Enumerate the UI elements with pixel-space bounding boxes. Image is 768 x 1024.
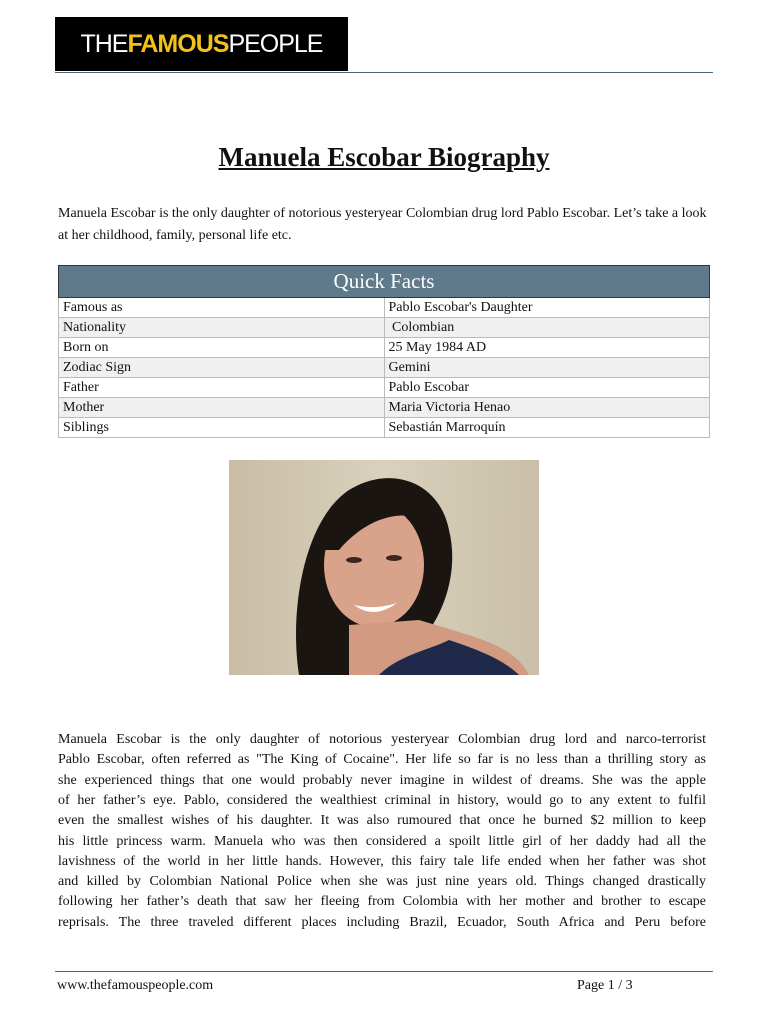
logo-text-people: PEOPLE: [228, 29, 323, 58]
fact-value: Pablo Escobar's Daughter: [384, 298, 710, 318]
footer-divider: [55, 971, 713, 972]
portrait-photo: [229, 460, 539, 675]
fact-value: Gemini: [384, 358, 710, 378]
quick-facts-row: [59, 398, 710, 418]
quick-facts-row: [59, 318, 710, 338]
body-text-line: and killed by Colombian National Police when she was just nine years old. Things changed drastically: [58, 874, 706, 890]
body-text-line: Pablo Escobar, often referred as "The King of Cocaine". Her life so far is no less than a thrilling story as: [58, 752, 706, 768]
body-text-line: his little princess warm. Manuela who was then considered a spoilt little girl of her daddy had all the: [58, 833, 706, 849]
body-text-line: reprisals. The three traveled different places including Brazil, Ecuador, South Africa and Peru before: [58, 914, 706, 930]
quick-facts-heading: Quick Facts: [59, 266, 710, 298]
page-number: Page 1 / 3: [577, 978, 633, 993]
header-divider: [55, 72, 713, 73]
fact-label: Born on: [59, 338, 385, 358]
site-logo[interactable]: [55, 17, 348, 71]
quick-facts-row: [59, 378, 710, 398]
fact-label: Father: [59, 378, 385, 398]
quick-facts-row: [59, 338, 710, 358]
page-title: Manuela Escobar Biography: [218, 142, 550, 172]
quick-facts-table: [58, 265, 710, 438]
body-text-line: Manuela Escobar is the only daughter of notorious yesteryear Colombian drug lord and narco-terrorist: [58, 732, 706, 747]
quick-facts-row: [59, 358, 710, 378]
fact-label: Famous as: [59, 298, 385, 318]
fact-label: Mother: [59, 398, 385, 418]
quick-facts-row: [59, 418, 710, 438]
fact-label: Nationality: [59, 318, 385, 338]
fact-value: Sebastián Marroquín: [384, 418, 710, 438]
body-text-line: of her father’s eye. Pablo, considered the wealthiest criminal in history, would go to any extent to fulfil: [58, 792, 706, 808]
body-text-line: lavishness of the world in her little hands. However, this fairy tale life ended when her father was shot: [58, 853, 706, 869]
fact-label: Siblings: [59, 418, 385, 438]
fact-value: 25 May 1984 AD: [384, 338, 710, 358]
intro-paragraph: Manuela Escobar is the only daughter of notorious yesteryear Colombian drug lord Pablo Escobar. Let’s take a look at her childhood, family, personal life etc.: [58, 206, 707, 243]
fact-label: Zodiac Sign: [59, 358, 385, 378]
body-text-line: she experienced things that one would probably never imagine in wildest of dreams. She was the apple: [58, 772, 706, 788]
footer-url[interactable]: www.thefamouspeople.com: [57, 978, 214, 993]
quick-facts-row: [59, 298, 710, 318]
logo-text-the: THE: [80, 29, 128, 58]
logo-text-famous: FAMOUS: [127, 29, 229, 58]
fact-value: Colombian: [384, 318, 710, 338]
body-text-line: following her father’s death that saw her fleeing from Colombia with her mother and brother to escape: [58, 894, 706, 910]
fact-value: Pablo Escobar: [384, 378, 710, 398]
fact-value: Maria Victoria Henao: [384, 398, 710, 418]
body-text-line: even the smallest wishes of his daughter. It was also rumoured that once he burned $2 million to keep: [58, 813, 706, 829]
